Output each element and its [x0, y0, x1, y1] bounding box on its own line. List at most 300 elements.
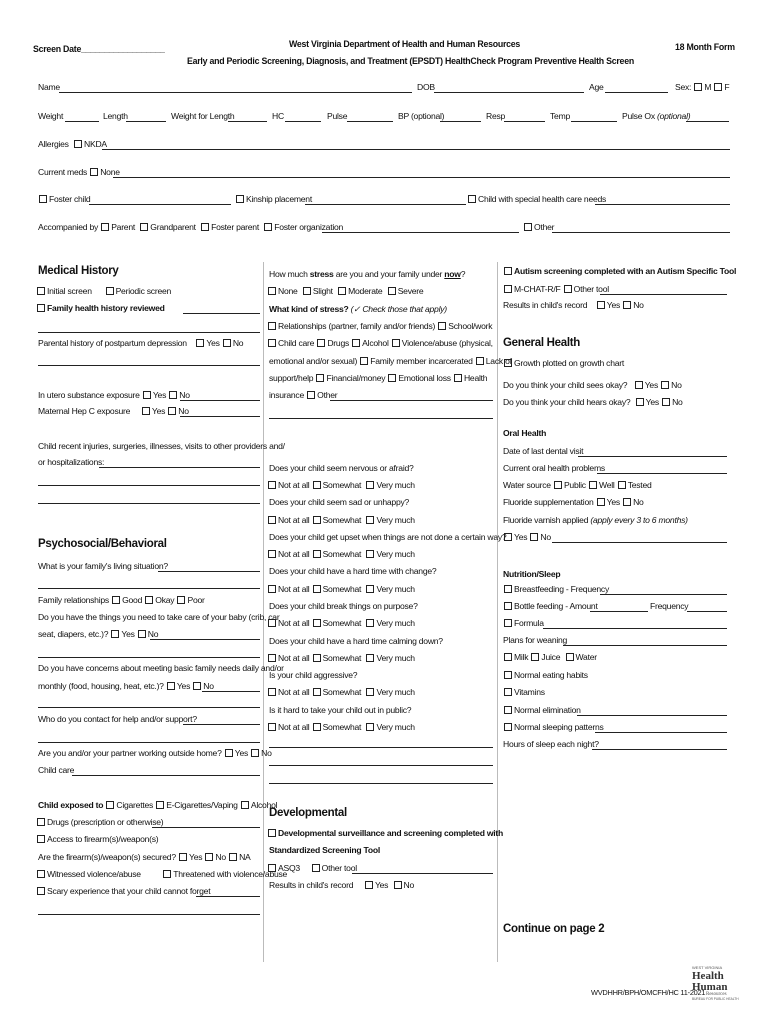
in-utero-label: In utero substance exposure	[38, 390, 140, 400]
in-utero-yes-checkbox[interactable]	[143, 391, 151, 399]
foster-org-field[interactable]	[322, 232, 519, 233]
q6-somewhat-checkbox[interactable]	[313, 654, 321, 662]
bp-field[interactable]	[440, 121, 481, 122]
foster-parent-label: Foster parent	[211, 222, 259, 232]
varnish-label: Fluoride varnish applied	[503, 515, 589, 525]
threatened-checkbox[interactable]	[163, 870, 171, 878]
foster-child-label: Foster child	[49, 194, 91, 204]
water-source-row	[503, 480, 652, 490]
kinship-row	[235, 194, 312, 204]
vitamins-checkbox[interactable]	[504, 688, 512, 696]
q2-not-checkbox[interactable]	[268, 516, 276, 524]
behavior-q7: Is your child aggressive?	[269, 670, 358, 680]
autism-yes-checkbox[interactable]	[597, 301, 605, 309]
special-needs-field[interactable]	[595, 204, 730, 205]
bottle-frequency-field[interactable]	[687, 611, 727, 612]
exposed-row	[38, 800, 277, 810]
stress-drugs-checkbox[interactable]	[317, 339, 325, 347]
concerns-label-1: Do you have concerns about meeting basic family needs daily and/or	[38, 663, 284, 673]
postpartum-field[interactable]	[38, 365, 260, 366]
pulse-ox-label	[622, 111, 690, 121]
dev-surveillance-row	[267, 828, 503, 838]
sees-no-label: No	[671, 380, 682, 390]
cigarettes-checkbox[interactable]	[106, 801, 114, 809]
q8-not-checkbox[interactable]	[268, 723, 276, 731]
behavior-notes-1[interactable]	[269, 747, 493, 748]
q1-very-label: Very much	[376, 480, 415, 490]
dev-other-tool-checkbox[interactable]	[312, 864, 320, 872]
sees-yes-checkbox[interactable]	[635, 381, 643, 389]
q2-very-label: Very much	[376, 515, 415, 525]
pulse-ox-field[interactable]	[686, 121, 729, 122]
stress-violence-checkbox[interactable]	[392, 339, 400, 347]
family-relationships-label: Family relationships	[38, 595, 109, 605]
drugs-exposure-checkbox[interactable]	[37, 818, 45, 826]
hc-label: HC	[272, 111, 284, 121]
stress-childcare-label: Child care	[278, 338, 315, 348]
continue-label: Continue on page 2	[503, 923, 605, 935]
witnessed-checkbox[interactable]	[37, 870, 45, 878]
q7-not-checkbox[interactable]	[268, 688, 276, 696]
parent-label: Parent	[111, 222, 136, 232]
water-checkbox[interactable]	[566, 653, 574, 661]
bottle-checkbox[interactable]	[504, 602, 512, 610]
stress-school-checkbox[interactable]	[438, 322, 446, 330]
stress-relationships-checkbox[interactable]	[268, 322, 276, 330]
hep-c-no-checkbox[interactable]	[168, 407, 176, 415]
child-care-field[interactable]	[72, 775, 260, 776]
stress-violence-label: Violence/abuse (physical,	[401, 338, 493, 348]
fluoride-yes-checkbox[interactable]	[597, 498, 605, 506]
milk-checkbox[interactable]	[504, 653, 512, 661]
postpartum-label: Parental history of postpartum depression	[38, 338, 187, 348]
foster-org-label: Foster organization	[274, 222, 344, 232]
stress-kind-row	[269, 304, 447, 314]
grandparent-checkbox[interactable]	[140, 223, 148, 231]
scary-checkbox[interactable]	[37, 887, 45, 895]
bottle-amount-field[interactable]	[590, 611, 648, 612]
hep-c-yes-checkbox[interactable]	[142, 407, 150, 415]
stress-school-label: School/work	[448, 321, 493, 331]
q6-very-checkbox[interactable]	[366, 654, 374, 662]
q4-somewhat-checkbox[interactable]	[313, 585, 321, 593]
eating-checkbox[interactable]	[504, 671, 512, 679]
firearms-secured-row	[38, 852, 251, 862]
ecig-label: E-Cigarettes/Vaping	[166, 800, 238, 810]
hep-c-field[interactable]	[180, 416, 260, 417]
family-history-field-2[interactable]	[38, 332, 260, 333]
weaning-field[interactable]	[563, 645, 727, 646]
varnish-no-label: No	[540, 532, 551, 542]
elimination-checkbox[interactable]	[504, 706, 512, 714]
initial-screen-checkbox[interactable]	[37, 287, 45, 295]
bp-label: BP (optional)	[398, 111, 445, 121]
wvdhhr-logo-graphic	[688, 963, 740, 1003]
drugs-exposure-field[interactable]	[152, 827, 260, 828]
varnish-yes-checkbox[interactable]	[504, 533, 512, 541]
stress-slight-checkbox[interactable]	[303, 287, 311, 295]
hep-c-yes-label: Yes	[151, 406, 166, 416]
behavior-q3: Does your child get upset when things are not done a certain way?	[269, 532, 507, 542]
mchat-checkbox[interactable]	[504, 285, 512, 293]
q4-very-checkbox[interactable]	[366, 585, 374, 593]
behavior-a2	[267, 515, 415, 525]
in-utero-no-label: No	[179, 390, 190, 400]
autism-row	[503, 266, 736, 276]
behavior-q6: Does your child have a hard time calming down?	[269, 636, 443, 646]
mchat-label: M-CHAT-R/F	[514, 284, 561, 294]
stress-kind-note: (✓ Check those that apply)	[350, 304, 447, 314]
resp-label: Resp	[486, 111, 506, 121]
q7-somewhat-checkbox[interactable]	[313, 688, 321, 696]
stress-other-field[interactable]	[330, 400, 493, 401]
stress-emotional-label: emotional and/or sexual)	[269, 356, 358, 366]
varnish-row	[503, 515, 688, 525]
program-title: Early and Periodic Screening, Diagnosis, and Treatment (EPSDT) HealthCheck Program Preventive Health Screen	[187, 56, 634, 66]
in-utero-row	[38, 390, 190, 400]
sleeping-field[interactable]	[595, 732, 727, 733]
scary-field[interactable]	[196, 896, 260, 897]
stress-moderate-label: Moderate	[348, 286, 383, 296]
q7-somewhat-label: Somewhat	[322, 687, 362, 697]
care-things-field-2[interactable]	[38, 657, 260, 658]
water-public-label: Public	[563, 480, 586, 490]
postpartum-no-label: No	[232, 338, 244, 348]
screen-date-label: Screen Date__________________	[33, 44, 165, 54]
breastfeeding-field[interactable]	[600, 594, 727, 595]
relationships-okay-label: Okay	[155, 595, 175, 605]
juice-checkbox[interactable]	[531, 653, 539, 661]
q2-somewhat-checkbox[interactable]	[313, 516, 321, 524]
stress-q-emph: stress	[309, 269, 334, 279]
stress-health-checkbox[interactable]	[454, 374, 462, 382]
hears-no-checkbox[interactable]	[662, 398, 670, 406]
weaning-label: Plans for weaning	[503, 635, 568, 645]
current-meds-row	[38, 167, 120, 177]
weight-for-length-field[interactable]	[228, 121, 267, 122]
periodic-screen-checkbox[interactable]	[106, 287, 114, 295]
ecig-checkbox[interactable]	[156, 801, 164, 809]
sleeping-checkbox[interactable]	[504, 723, 512, 731]
firearms-yes-checkbox[interactable]	[179, 853, 187, 861]
behavior-q8: Is it hard to take your child out in public?	[269, 705, 412, 715]
behavior-a6	[267, 653, 415, 663]
water-well-checkbox[interactable]	[589, 481, 597, 489]
stress-childcare-checkbox[interactable]	[268, 339, 276, 347]
q6-not-label: Not at all	[278, 653, 310, 663]
threatened-label: Threatened with violence/abuse	[173, 869, 288, 879]
meds-none-label: None	[100, 167, 120, 177]
q8-very-checkbox[interactable]	[366, 723, 374, 731]
medical-history-title: Medical History	[38, 265, 119, 277]
q5-somewhat-checkbox[interactable]	[313, 619, 321, 627]
injuries-field-2[interactable]	[38, 485, 260, 486]
foster-org-checkbox[interactable]	[264, 223, 272, 231]
behavior-a3	[267, 549, 415, 559]
hears-yes-checkbox[interactable]	[636, 398, 644, 406]
sees-row	[503, 380, 682, 390]
sees-no-checkbox[interactable]	[661, 381, 669, 389]
water-well-label: Well	[598, 480, 615, 490]
asq3-checkbox[interactable]	[268, 864, 276, 872]
injuries-field-1[interactable]	[99, 467, 260, 468]
formula-label: Formula	[514, 618, 544, 628]
firearms-na-checkbox[interactable]	[229, 853, 237, 861]
logo-health-text: Health	[692, 970, 724, 982]
concerns-field[interactable]	[202, 691, 260, 692]
autism-checkbox[interactable]	[504, 267, 512, 275]
bottle-row	[503, 601, 598, 611]
alcohol-exposure-label: Alcohol	[250, 800, 278, 810]
sees-yes-label: Yes	[644, 380, 658, 390]
behavior-q1: Does your child seem nervous or afraid?	[269, 463, 414, 473]
foster-parent-checkbox[interactable]	[201, 223, 209, 231]
dev-standard-tool: Standardized Screening Tool	[269, 845, 381, 855]
allergies-field[interactable]	[102, 149, 730, 150]
stress-other-field-2[interactable]	[269, 418, 493, 419]
dev-surveillance-checkbox[interactable]	[268, 829, 276, 837]
kinship-checkbox[interactable]	[236, 195, 244, 203]
in-utero-no-checkbox[interactable]	[169, 391, 177, 399]
name-field[interactable]	[59, 92, 412, 93]
q5-very-checkbox[interactable]	[366, 619, 374, 627]
dob-field[interactable]	[434, 92, 584, 93]
q1-somewhat-checkbox[interactable]	[313, 481, 321, 489]
parent-checkbox[interactable]	[101, 223, 109, 231]
relationships-poor-checkbox[interactable]	[177, 596, 185, 604]
dental-visit-label: Date of last dental visit	[503, 446, 584, 456]
firearms-access-row	[36, 834, 158, 844]
postpartum-yes-checkbox[interactable]	[196, 339, 204, 347]
current-meds-field[interactable]	[113, 177, 730, 178]
q4-not-label: Not at all	[278, 584, 310, 594]
care-things-label-1: Do you have the things you need to take care of your baby (crib, car	[38, 612, 280, 622]
breastfeeding-checkbox[interactable]	[504, 585, 512, 593]
q1-not-label: Not at all	[278, 480, 310, 490]
autism-other-tool-field[interactable]	[600, 294, 727, 295]
relationships-okay-checkbox[interactable]	[145, 596, 153, 604]
hears-label: Do you think your child hears okay?	[503, 397, 631, 407]
concerns-yes-checkbox[interactable]	[167, 682, 175, 690]
q3-somewhat-checkbox[interactable]	[313, 550, 321, 558]
length-field[interactable]	[126, 121, 166, 122]
in-utero-yes-label: Yes	[152, 390, 167, 400]
mchat-row	[503, 284, 609, 294]
q2-very-checkbox[interactable]	[366, 516, 374, 524]
concerns-no-label: No	[203, 681, 214, 691]
varnish-field[interactable]	[552, 542, 727, 543]
firearms-secured-label: Are the firearm(s)/weapon(s) secured?	[38, 852, 176, 862]
stress-other-checkbox[interactable]	[307, 391, 315, 399]
temp-field[interactable]	[571, 121, 617, 122]
care-things-yes-checkbox[interactable]	[111, 630, 119, 638]
nkda-checkbox[interactable]	[74, 140, 82, 148]
stress-q-part2: are you and your family under	[335, 269, 443, 279]
allergies-row	[38, 139, 107, 149]
dev-results-row	[269, 880, 414, 890]
q2-not-label: Not at all	[278, 515, 310, 525]
current-meds-label: Current meds	[38, 167, 88, 177]
q8-somewhat-checkbox[interactable]	[313, 723, 321, 731]
stress-alcohol-checkbox[interactable]	[352, 339, 360, 347]
formula-field[interactable]	[543, 628, 727, 629]
elimination-field[interactable]	[577, 715, 727, 716]
postpartum-no-checkbox[interactable]	[223, 339, 231, 347]
kinship-field[interactable]	[305, 204, 466, 205]
growth-checkbox[interactable]	[504, 359, 512, 367]
stress-emotional-row	[269, 356, 512, 366]
autism-no-checkbox[interactable]	[623, 301, 631, 309]
q7-very-checkbox[interactable]	[366, 688, 374, 696]
scary-field-2[interactable]	[38, 914, 260, 915]
accompanied-other-label: Other	[534, 222, 555, 232]
varnish-no-checkbox[interactable]	[530, 533, 538, 541]
q5-not-checkbox[interactable]	[268, 619, 276, 627]
family-history-field[interactable]	[183, 313, 260, 314]
care-things-row	[38, 629, 158, 639]
q1-very-checkbox[interactable]	[366, 481, 374, 489]
working-yes-checkbox[interactable]	[225, 749, 233, 757]
q6-somewhat-label: Somewhat	[322, 653, 362, 663]
sex-f-checkbox[interactable]	[714, 83, 722, 91]
q3-somewhat-label: Somewhat	[322, 549, 362, 559]
behavior-a5	[267, 618, 415, 628]
formula-row	[503, 618, 544, 628]
q5-not-label: Not at all	[278, 618, 310, 628]
dev-other-tool-field[interactable]	[352, 873, 493, 874]
oral-problems-label: Current oral health problems	[503, 463, 605, 473]
concerns-no-checkbox[interactable]	[193, 682, 201, 690]
injuries-label-2: or hospitalizations:	[38, 457, 105, 467]
family-relationships-row	[38, 595, 205, 605]
varnish-answer-row	[503, 532, 551, 542]
care-things-yes-label: Yes	[121, 629, 135, 639]
working-row	[38, 748, 272, 758]
dev-results-no-checkbox[interactable]	[394, 881, 402, 889]
injuries-label-1: Child recent injuries, surgeries, illnesses, visits to other providers and/	[38, 441, 285, 451]
accompanied-other-field[interactable]	[552, 232, 730, 233]
alcohol-exposure-checkbox[interactable]	[241, 801, 249, 809]
stress-alcohol-label: Alcohol	[362, 338, 389, 348]
care-things-no-checkbox[interactable]	[138, 630, 146, 638]
stress-moderate-checkbox[interactable]	[338, 287, 346, 295]
relationships-good-label: Good	[122, 595, 143, 605]
formula-checkbox[interactable]	[504, 619, 512, 627]
stress-incarcerated-checkbox[interactable]	[360, 357, 368, 365]
living-situation-field-2[interactable]	[38, 588, 260, 589]
working-yes-label: Yes	[234, 748, 249, 758]
relationships-good-checkbox[interactable]	[112, 596, 120, 604]
dev-results-yes-checkbox[interactable]	[365, 881, 373, 889]
stress-question	[269, 269, 465, 279]
grandparent-label: Grandparent	[150, 222, 196, 232]
behavior-notes-3[interactable]	[269, 783, 493, 784]
stress-slight-label: Slight	[312, 286, 333, 296]
stress-lack-checkbox[interactable]	[476, 357, 484, 365]
stress-q-mark: ?	[460, 269, 466, 279]
foster-child-checkbox[interactable]	[39, 195, 47, 203]
hep-c-no-label: No	[178, 406, 189, 416]
weight-field[interactable]	[65, 121, 99, 122]
hc-field[interactable]	[285, 121, 321, 122]
age-field[interactable]	[605, 92, 668, 93]
pulse-field[interactable]	[347, 121, 393, 122]
q1-not-checkbox[interactable]	[268, 481, 276, 489]
q6-not-checkbox[interactable]	[268, 654, 276, 662]
water-public-checkbox[interactable]	[554, 481, 562, 489]
autism-results-row	[503, 300, 644, 310]
fluoride-no-checkbox[interactable]	[623, 498, 631, 506]
firearms-no-checkbox[interactable]	[205, 853, 213, 861]
stress-severe-checkbox[interactable]	[388, 287, 396, 295]
family-history-row	[36, 303, 165, 313]
working-no-checkbox[interactable]	[251, 749, 259, 757]
contact-field-2[interactable]	[38, 742, 260, 743]
oral-problems-field[interactable]	[597, 473, 727, 474]
special-needs-checkbox[interactable]	[468, 195, 476, 203]
accompanied-row	[38, 222, 343, 232]
pulse-ox-text: Pulse Ox	[622, 111, 655, 121]
q3-not-label: Not at all	[278, 549, 310, 559]
bottle-frequency-label: Frequency	[650, 601, 689, 611]
injuries-field-3[interactable]	[38, 503, 260, 504]
stress-incarcerated-label: Family member incarcerated	[370, 356, 473, 366]
sex-label: Sex:	[675, 82, 692, 92]
living-situation-field[interactable]	[158, 571, 260, 572]
firearms-no-label: No	[215, 852, 226, 862]
firearms-access-checkbox[interactable]	[37, 835, 45, 843]
q4-very-label: Very much	[376, 584, 415, 594]
sleep-hours-field[interactable]	[592, 749, 727, 750]
stress-relationships-label: Relationships (partner, family and/or friends)	[278, 321, 436, 331]
behavior-notes-2[interactable]	[269, 765, 493, 766]
dental-visit-field[interactable]	[578, 456, 727, 457]
sleeping-row	[503, 722, 604, 732]
concerns-field-2[interactable]	[38, 707, 260, 708]
contact-field[interactable]	[183, 724, 260, 725]
foster-child-field[interactable]	[89, 204, 231, 205]
sex-m-checkbox[interactable]	[694, 83, 702, 91]
column-divider-2	[497, 262, 498, 962]
stress-financial-checkbox[interactable]	[316, 374, 324, 382]
stress-emotional-loss-checkbox[interactable]	[388, 374, 396, 382]
resp-field[interactable]	[504, 121, 545, 122]
q4-not-checkbox[interactable]	[268, 585, 276, 593]
family-history-checkbox[interactable]	[37, 304, 45, 312]
q3-very-checkbox[interactable]	[366, 550, 374, 558]
behavior-q5: Does your child break things on purpose?	[269, 601, 418, 611]
sex-f-label: F	[724, 82, 730, 92]
stress-none-checkbox[interactable]	[268, 287, 276, 295]
name-label: Name	[38, 82, 60, 92]
in-utero-field[interactable]	[180, 400, 260, 401]
accompanied-other-checkbox[interactable]	[524, 223, 532, 231]
care-things-field[interactable]	[150, 639, 260, 640]
water-tested-checkbox[interactable]	[618, 481, 626, 489]
logo-small-text: WEST VIRGINIA	[692, 965, 723, 970]
meds-none-checkbox[interactable]	[90, 168, 98, 176]
fluoride-supp-row	[503, 497, 644, 507]
autism-other-tool-checkbox[interactable]	[564, 285, 572, 293]
hears-no-label: No	[672, 397, 683, 407]
sex-row	[675, 82, 729, 92]
q8-somewhat-label: Somewhat	[322, 722, 362, 732]
drugs-exposure-label: Drugs (prescription or otherwise)	[47, 817, 164, 827]
behavior-a4	[267, 584, 415, 594]
behavior-a7	[267, 687, 415, 697]
q3-not-checkbox[interactable]	[268, 550, 276, 558]
department-title: West Virginia Department of Health and Human Resources	[289, 39, 521, 49]
